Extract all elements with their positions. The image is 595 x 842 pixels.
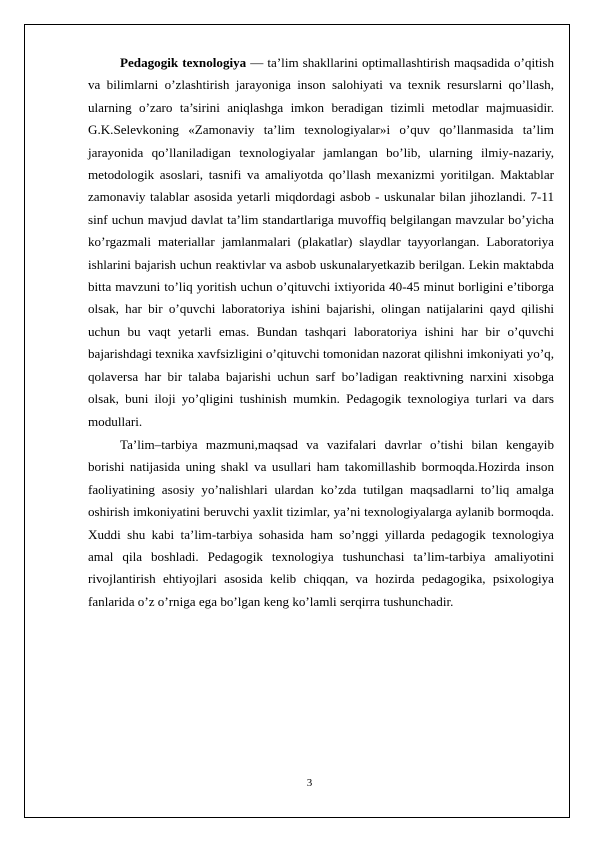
paragraph-text: Ta’lim–tarbiya mazmuni,maqsad va vazifalari davrlar o’tishi bilan kengayib borishi natijasida uning shakl va usullari ham takomillashib bormoqda.Hozirda inson faoliyatining asosiy yo’nalishlari ulardan ko’zda tutilgan maqsadlarni to’liq amalga oshirish imkoniyatini beruvchi yaxlit tizimlar, ya’ni texnologiyalarga aylanib bormoqda. Xuddi shu kabi ta’lim-tarbiya sohasida ham so’nggi yillarda pedagogik texnologiya amal qila boshladi. Pedagogik texnologiya tushunchasi ta’lim-tarbiya amaliyotini rivojlantirish ehtiyojlari asosida kelib chiqqan, va hozirda pedagogika, psixologiya fanlarida o’z o’rniga ega bo’lgan keng ko’lamli serqirra tushunchadir.: [88, 436, 554, 609]
paragraph-education: [88, 434, 554, 613]
bold-term: Pedagogik texnologiya: [120, 55, 247, 70]
paragraph-text: — ta’lim shakllarini optimallashtirish maqsadida o’qitish va bilimlarni o’zlashtirish jarayoniga inson salohiyati va texnik resurslarni qo’llash, ularning o’zaro ta’sirini aniqlashga imkon beradigan tizimli metodlar majmuasidir. G.K.Selevkoning «Zamonaviy ta’lim texnologiyalar»i o’quv qo’llanmasida ta’lim jarayonida qo’llaniladigan texnologiyalar jamlangan bo’lib, ularning ilmiy-nazariy, metodologik asoslari, tasnifi va amaliyotda qo’llash mexanizmi yoritilgan. Maktablar zamonaviy talablar asosida yetarli miqdordagi asbob - uskunalar bilan jihozlandi. 7-11 sinf uchun mavjud davlat ta’lim standartlariga muvoffiq belgilangan mavzular bo’yicha ko’rgazmali materiallar jamlanmalari (plakatlar) slaydlar tayyorlangan. Laboratoriya ishlarini bajarish uchun reaktivlar va asbob uskunalaryetkazib berilgan. Lekin maktabda bitta mavzuni to’liq yoritish uchun o’qituvchi ixtiyorida 40-45 minut borligini e’tiborga olsak, har bir o’quvchi laboratoriya ishini bajarishi, olingan natijalarini qayd qilishi uchun bu vaqt yetarli emas. Bundan tashqari laboratoriya ishini har bir o’quvchi bajarishdagi texnika xavfsizligini o’qituvchi tomonidan nazorat qilishni imkoniyati yo’q, qolaversa har bir talaba bajarishi uchun sarf bo’ladigan reaktivning narxini xisobga olsak, buni iloji yo’qligini tushinish mumkin. Pedagogik texnologiya turlari va dars modullari.: [88, 55, 554, 429]
page-number: 3: [306, 777, 313, 789]
document-body: [88, 52, 554, 613]
paragraph-definition: [88, 52, 554, 433]
